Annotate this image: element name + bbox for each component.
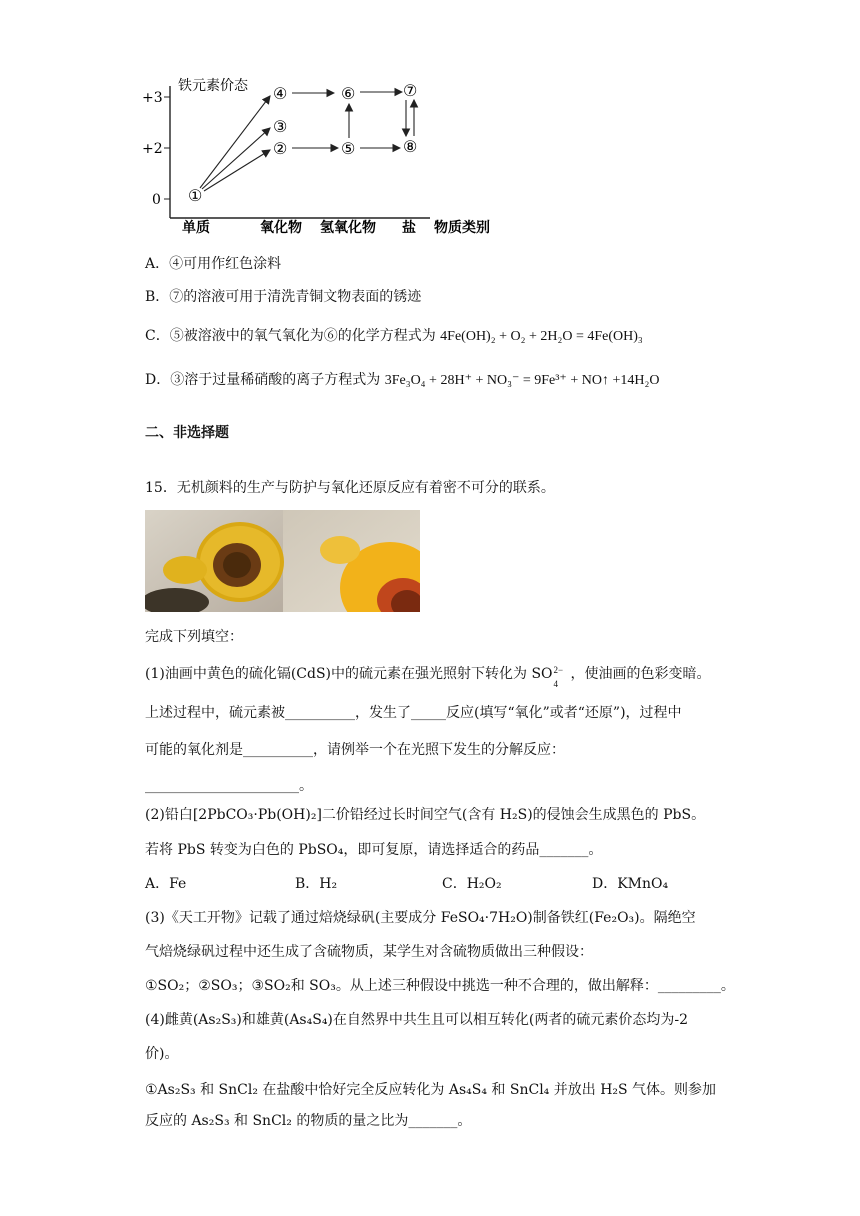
x-cat-element: 单质 [182,219,210,235]
y-tick-zero: 0 [152,192,161,208]
instruction: 完成下列填空： [145,629,243,645]
y-tick-plus3: +3 [142,90,163,106]
node-4: ④ [273,84,288,103]
part4-line4: 反应的 As₂S₃ 和 SnCl₂ 的物质的量之比为_______。 [145,1113,472,1129]
option-c-equation: 4Fe(OH)₂ + O₂ + 2H₂O = 4Fe(OH)₃ [440,329,643,344]
part3-line1: (3)《天工开物》记载了通过焙烧绿矾(主要成分 FeSO₄·7H₂O)制备铁红(Fe₂O₃)。隔绝空 [145,910,696,926]
option-c-text: C．⑤被溶液中的氧气氧化为⑥的化学方程式为 [145,328,436,344]
sulfate-superscript: 2− [553,665,564,675]
part1-tail: ，使油画的色彩变暗。 [570,666,711,682]
x-cat-axis-title: 物质类别 [434,219,490,235]
part2-line1: (2)铅白[2PbCO₃·Pb(OH)₂]二价铅经过长时间空气(含有 H₂S)的侵蚀会生成黑色的 PbS。 [145,807,706,823]
part4-line3: ①As₂S₃ 和 SnCl₂ 在盐酸中恰好完全反应转化为 As₄S₄ 和 SnCl₄ 并放出 H₂S 气体。则参加 [145,1082,717,1098]
option-d-text: D．③溶于过量稀硝酸的离子方程式为 [145,372,381,388]
option-d [145,370,659,391]
node-2: ② [273,139,288,158]
part2-option-d: D．KMnO₄ [592,876,669,892]
part1-text: (1)油画中黄色的硫化镉(CdS)中的硫元素在强光照射下转化为 SO [145,666,553,682]
part2-option-b: B．H₂ [295,876,338,892]
iron-valence-diagram [130,68,510,240]
part1-line2: 上述过程中，硫元素被__________，发生了_____反应(填写“氧化”或者“还原”)，过程中 [145,705,682,721]
option-b: B．⑦的溶液可用于清洗青铜文物表面的锈迹 [145,289,422,305]
part3-line2: 气焙烧绿矾过程中还生成了含硫物质，某学生对含硫物质做出三种假设： [145,944,593,960]
part2-option-c: C．H₂O₂ [442,876,502,892]
x-cat-oxide: 氧化物 [260,219,302,235]
sulfate-subscript: 4 [553,679,559,689]
sulfate-charge [553,664,571,689]
node-1: ① [188,186,203,205]
option-a: A．④可用作红色涂料 [145,256,282,272]
part3-line3: ①SO₂；②SO₃；③SO₂和 SO₃。从上述三种假设中挑选一种不合理的，做出解释：_________。 [145,978,735,994]
section-heading: 二、非选择题 [145,425,229,441]
x-cat-salt: 盐 [402,219,416,235]
part1-line1 [145,664,711,689]
option-d-equation: 3Fe₃O₄ + 28H⁺ + NO₃⁻ = 9Fe³⁺ + NO↑ +14H₂O [384,373,660,388]
node-8: ⑧ [403,137,418,156]
y-axis-title: 铁元素价态 [178,77,248,93]
option-c [145,326,643,347]
part4-line2: 价)。 [145,1046,179,1062]
sunflower-painting-image [145,510,420,612]
q15-intro: 15．无机颜料的生产与防护与氧化还原反应有着密不可分的联系。 [145,480,555,496]
part1-line4: ______________________。 [145,778,313,794]
part2-option-a: A．Fe [145,876,187,892]
part4-line1: (4)雌黄(As₂S₃)和雄黄(As₄S₄)在自然界中共生且可以相互转化(两者的硫元素价态均为-2 [145,1012,688,1028]
node-7: ⑦ [403,81,418,100]
x-cat-hydroxide: 氢氧化物 [320,219,376,235]
y-tick-plus2: +2 [142,141,163,157]
node-6: ⑥ [341,84,356,103]
node-3: ③ [273,117,288,136]
part2-line2: 若将 PbS 转变为白色的 PbSO₄，即可复原，请选择适合的药品_______。 [145,842,603,858]
part1-line3: 可能的氧化剂是__________，请例举一个在光照下发生的分解反应： [145,742,565,758]
node-5: ⑤ [341,139,356,158]
